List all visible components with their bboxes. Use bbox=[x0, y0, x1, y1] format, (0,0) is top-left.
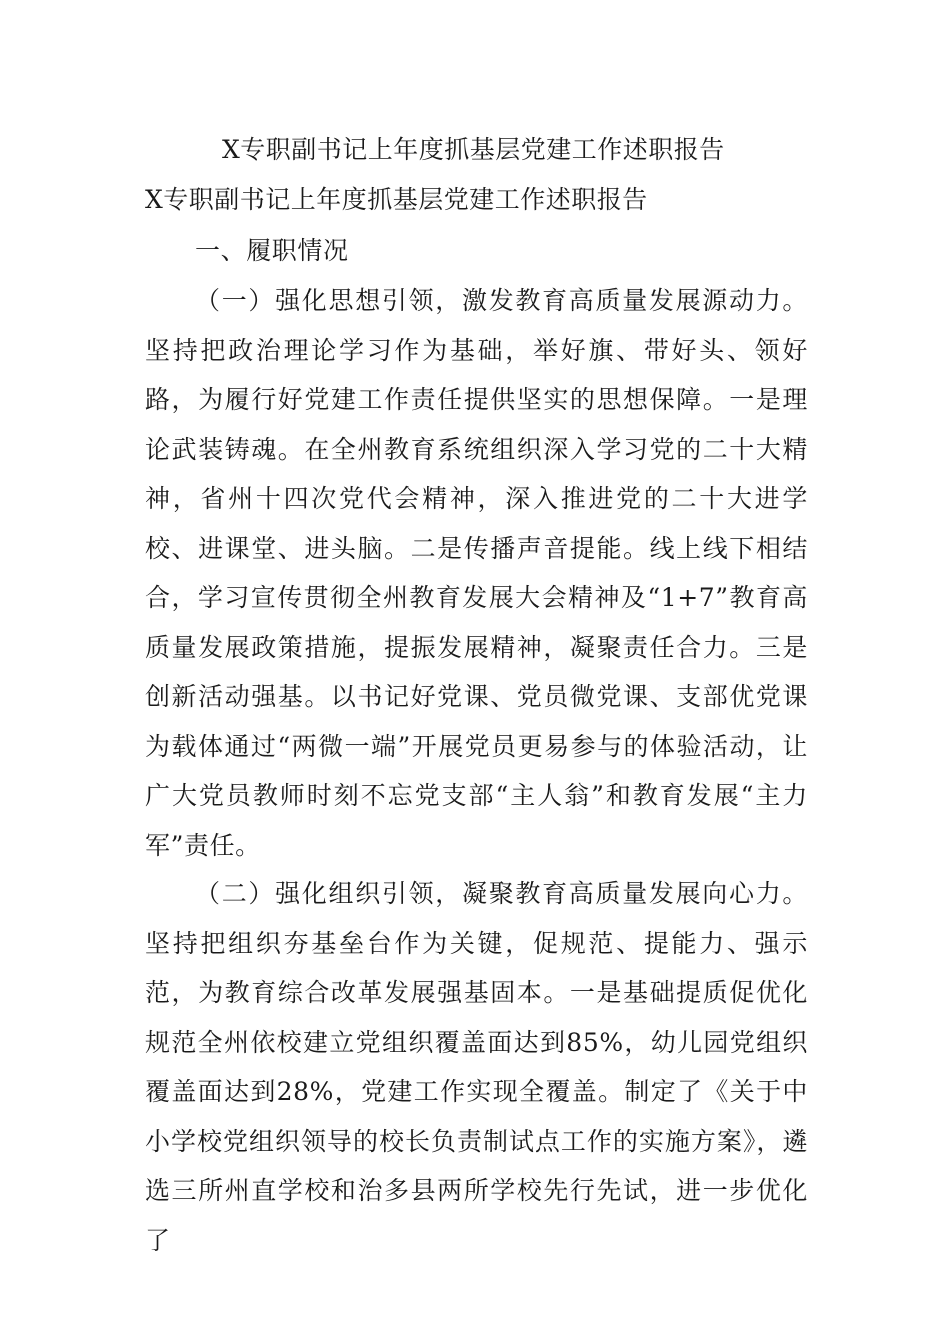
paragraph: （二）强化组织引领，凝聚教育高质量发展向心力。坚持把组织夯基垒台作为关键，促规范、提能力、强示范，为教育综合改革发展强基固本。一是基础提质促优化规范全州依校建立党组织覆盖面达到85%，幼儿园党组织覆盖面达到28%，党建工作实现全覆盖。制定了《关于中小学校党组织领导的校长负责制试点工作的实施方案》，遴选三所州直学校和治多县两所学校先行先试，进一步优化了 bbox=[145, 879, 808, 1255]
section-heading: 一、履职情况 bbox=[195, 236, 349, 265]
document-title: X专职副书记上年度抓基层党建工作述职报告 bbox=[222, 135, 725, 164]
paragraph: （一）强化思想引领，激发教育高质量发展源动力。坚持把政治理论学习作为基础，举好旗、带好头、领好路，为履行好党建工作责任提供坚实的思想保障。一是理论武装铸魂。在全州教育系统组织深入学习党的二十大精神，省州十四次党代会精神，深入推进党的二十大进学校、进课堂、进头脑。二是传播声音提能。线上线下相结合，学习宣传贯彻全州教育发展大会精神及“1+7”教育高质量发展政策措施，提振发展精神，凝聚责任合力。三是创新活动强基。以书记好党课、党员微党课、支部优党课为载体通过“两微一端”开展党员更易参与的体验活动，让广大党员教师时刻不忘党支部“主人翁”和教育发展“主力军”责任。 bbox=[145, 286, 808, 860]
document-subtitle: X专职副书记上年度抓基层党建工作述职报告 bbox=[145, 185, 648, 214]
